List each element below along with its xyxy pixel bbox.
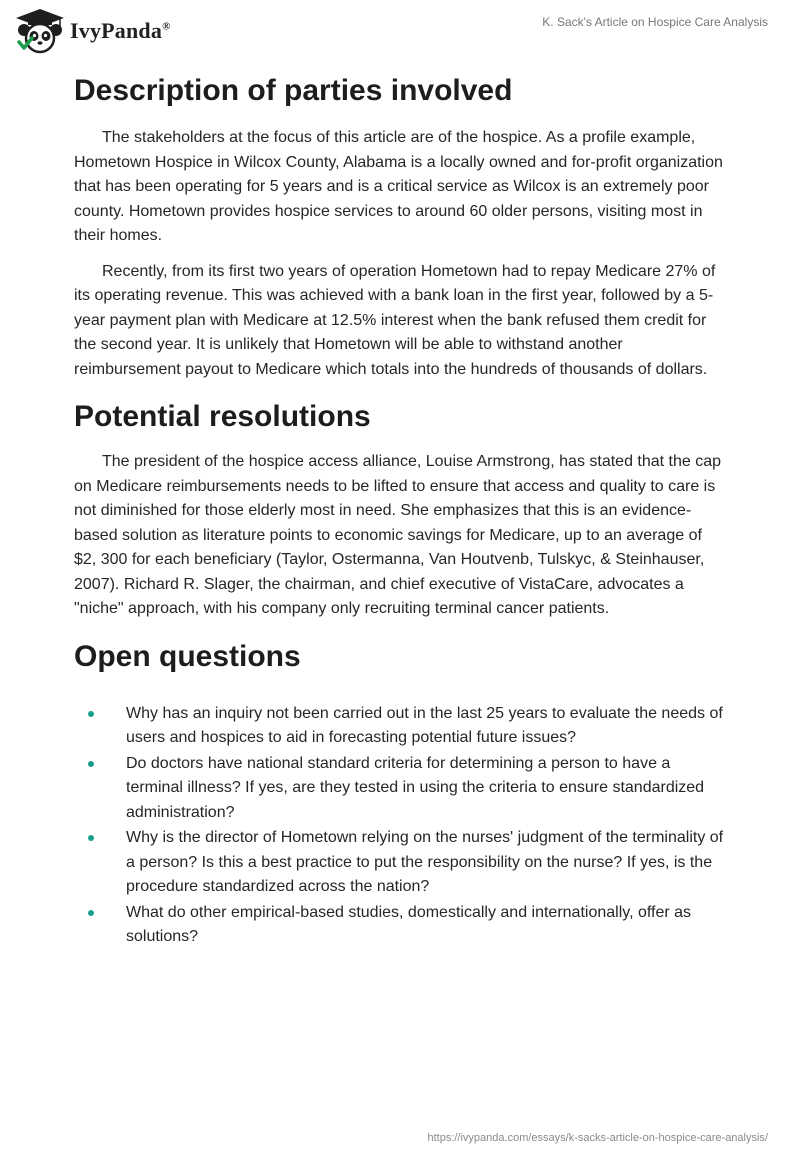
- page-header: [0, 0, 800, 60]
- section-heading: Description of parties involved: [74, 74, 513, 107]
- panda-graduate-icon: [14, 8, 66, 54]
- bullet-dot-icon: [88, 835, 94, 841]
- list-item: [74, 702, 724, 751]
- document-title: K. Sack's Article on Hospice Care Analysis: [542, 15, 768, 29]
- questions-list: [74, 702, 724, 950]
- paragraph: The president of the hospice access alliance, Louise Armstrong, has stated that the cap on Medicare reimbursements needs to be lifted to ensure that access and quality to care is not diminished for those elderly most in need. She emphasizes that this is an evidence-based solution as literature points to economic savings for Medicare, up to an average of $2, 300 for each beneficiary (Taylor, Ostermanna, Van Houtvenb, Tulskyc, & Steinhauser, 2007). Richard R. Slager, the chairman, and chief executive of VistaCare, advocates a "niche" approach, with his company only recruiting terminal cancer patients.: [74, 453, 722, 617]
- bullet-dot-icon: [88, 711, 94, 717]
- list-item-text: Why has an inquiry not been carried out in the last 25 years to evaluate the needs of users and hospices to aid in forecasting potential future issues?: [126, 704, 723, 746]
- paragraph: The stakeholders at the focus of this article are of the hospice. As a profile example, Hometown Hospice in Wilcox County, Alabama is a locally owned and for-profit organization that has been operating for 5 years and is a critical service as Wilcox is an extremely poor county. Hometown provides hospice services to around 60 older persons, visiting most in their homes.: [74, 129, 723, 244]
- list-item-text: Do doctors have national standard criteria for determining a person to have a terminal illness? If yes, are they tested in using the criteria to ensure standardized administration?: [126, 754, 705, 821]
- list-item-text: What do other empirical-based studies, domestically and internationally, offer as solutions?: [126, 903, 692, 945]
- brand-name: IvyPanda®: [70, 18, 171, 43]
- list-item: [74, 752, 724, 826]
- list-item: [74, 901, 724, 950]
- source-url-link[interactable]: https://ivypanda.com/essays/k-sacks-article-on-hospice-care-analysis/: [427, 1132, 768, 1144]
- section-heading: Potential resolutions: [74, 400, 371, 433]
- paragraph: Recently, from its first two years of operation Hometown had to repay Medicare 27% of its operating revenue. This was achieved with a bank loan in the first year, followed by a 5-year payment plan with Medicare at 12.5% interest when the bank refused them credit for the second year. It is unlikely that Hometown will be able to withstand another reimbursement payout to Medicare which totals into the hundreds of thousands of dollars.: [74, 262, 716, 378]
- section-parties-involved: [74, 72, 724, 382]
- section-heading: Open questions: [74, 639, 301, 673]
- section-potential-resolutions: [74, 398, 724, 622]
- bullet-dot-icon: [88, 910, 94, 916]
- bullet-dot-icon: [88, 761, 94, 767]
- list-item: [74, 826, 724, 900]
- ivypanda-logo[interactable]: [14, 8, 171, 54]
- list-item-text: Why is the director of Hometown relying on the nurses' judgment of the terminality of a person? Is this a best practice to put the responsibility on the nurse? If yes, is the procedure standardized across the nation?: [126, 829, 724, 895]
- section-open-questions: [74, 638, 724, 950]
- article-body: [74, 72, 724, 951]
